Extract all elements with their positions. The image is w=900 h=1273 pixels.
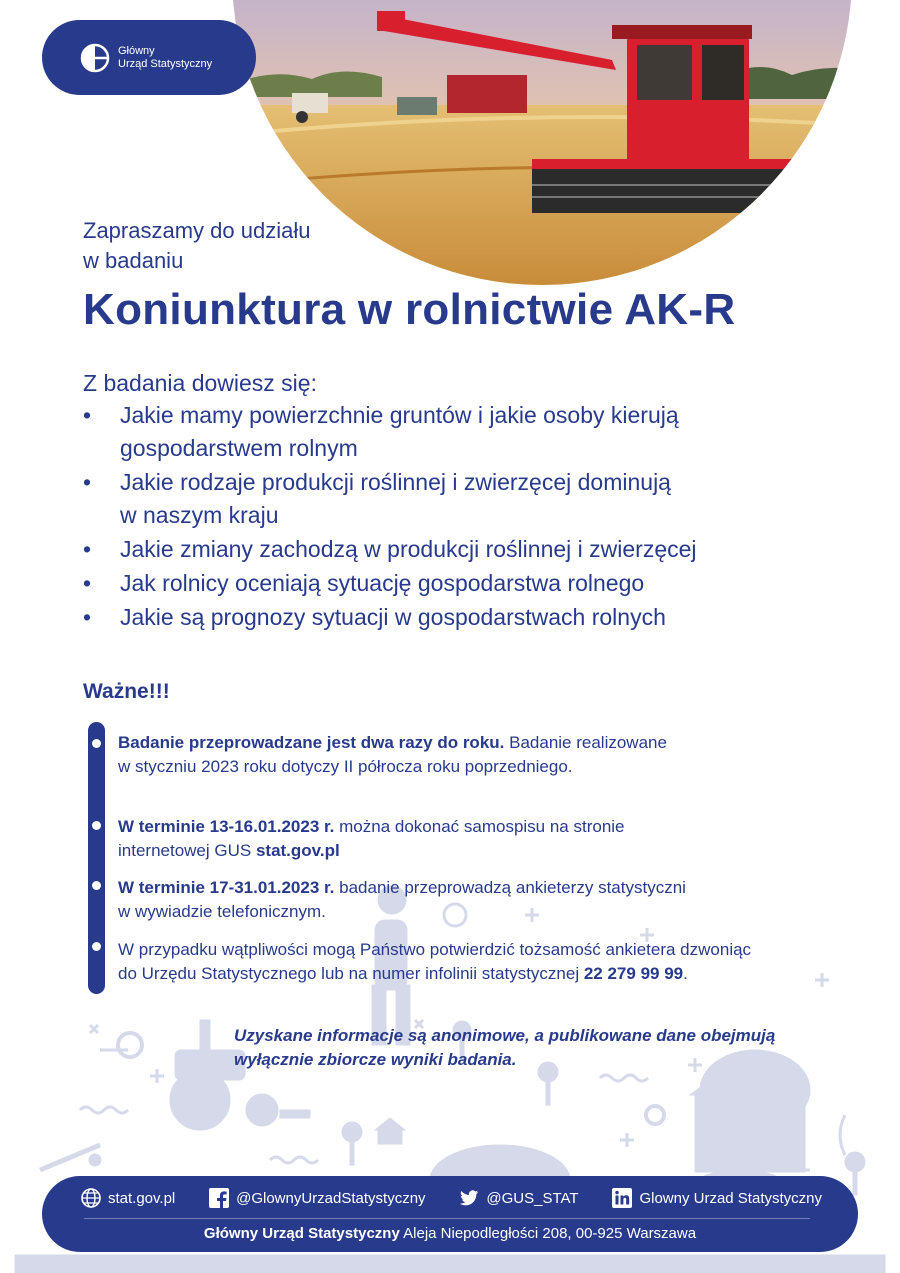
bullet: • <box>83 604 92 630</box>
hero-harvest-image <box>232 0 852 285</box>
footer-facebook[interactable] <box>208 1187 425 1209</box>
note-text: do Urzędu Statystycznego lub na numer infolinii statystycznej <box>118 964 584 983</box>
important-heading: Ważne!!! <box>83 680 170 703</box>
learn-item-text: Jakie są prognozy sytuacji w gospodarstwach rolnych <box>120 604 666 630</box>
bullet: • <box>83 536 92 562</box>
learn-item-2 <box>83 466 803 532</box>
learn-item-text: Jak rolnicy oceniają sytuację gospodarstwa rolnego <box>120 570 645 596</box>
note-self-enumeration <box>118 815 858 863</box>
facebook-label: @GlownyUrzadStatystyczny <box>236 1189 426 1207</box>
linkedin-label: Glowny Urzad Statystyczny <box>639 1189 822 1207</box>
learn-item-1 <box>83 399 803 465</box>
logo-line2: Urząd Statystyczny <box>118 57 213 70</box>
note-frequency <box>118 731 858 779</box>
note-bold: W terminie 17-31.01.2023 r. <box>118 878 335 897</box>
important-timeline-bar <box>88 722 105 994</box>
timeline-dot <box>92 942 101 951</box>
learn-heading: Z badania dowiesz się: <box>83 370 317 396</box>
note-text: w styczniu 2023 roku dotyczy II półrocza roku poprzedniego. <box>118 757 573 776</box>
note-text: internetowej GUS <box>118 841 256 860</box>
timeline-dot <box>92 739 101 748</box>
org-name: Główny Urząd Statystyczny <box>203 1225 400 1242</box>
learn-item-text: gospodarstwem rolnym <box>120 435 358 461</box>
gus-logo <box>42 20 256 95</box>
footer-linkedin[interactable] <box>611 1187 822 1209</box>
hotline-number[interactable]: 22 279 99 99 <box>583 964 684 983</box>
footer-website[interactable] <box>80 1187 175 1209</box>
invitation-line2: w badaniu <box>83 248 184 273</box>
learn-item-text: w naszym kraju <box>120 502 279 528</box>
learn-item-text: Jakie zmiany zachodzą w produkcji roślinnej i zwierzęcej <box>120 536 697 562</box>
linkedin-icon <box>611 1187 633 1209</box>
survey-title: Koniunktura w rolnictwie AK-R <box>83 285 736 334</box>
learn-item-4 <box>83 567 803 600</box>
note-text: można dokonać samospisu na stronie <box>334 817 625 836</box>
footer-address <box>42 1222 858 1246</box>
note-bold: W terminie 13-16.01.2023 r. <box>118 817 335 836</box>
note-phone-interview <box>118 876 858 924</box>
timeline-dot <box>92 881 101 890</box>
bullet: • <box>83 469 92 495</box>
twitter-icon <box>458 1187 480 1209</box>
learn-item-text: Jakie mamy powierzchnie gruntów i jakie osoby kierują <box>120 402 679 428</box>
note-verification <box>118 938 858 986</box>
learn-item-3 <box>83 533 803 566</box>
twitter-label: @GUS_STAT <box>486 1189 579 1207</box>
invitation-text <box>83 216 310 276</box>
anonymity-line1: Uzyskane informacje są anonimowe, a publikowane dane obejmują <box>234 1026 776 1045</box>
address-text: Aleja Niepodległości 208, 00-925 Warszawa <box>399 1225 697 1242</box>
note-bold: Badanie przeprowadzane jest dwa razy do roku. <box>118 733 505 752</box>
note-text: badanie przeprowadzą ankieterzy statystyczni <box>334 878 686 897</box>
bullet: • <box>83 402 92 428</box>
anonymity-statement <box>234 1024 834 1072</box>
learn-item-5 <box>83 601 803 634</box>
gus-logo-icon <box>80 43 110 73</box>
footer-divider <box>84 1218 810 1219</box>
note-text: Badanie realizowane <box>504 733 667 752</box>
footer-twitter[interactable] <box>458 1187 578 1209</box>
footer-contact-bar <box>42 1176 858 1252</box>
website-label: stat.gov.pl <box>108 1189 176 1207</box>
invitation-line1: Zapraszamy do udziału <box>83 218 311 243</box>
note-text: w wywiadzie telefonicznym. <box>118 902 326 921</box>
note-text: W przypadku wątpliwości mogą Państwo potwierdzić tożsamość ankietera dzwoniąc <box>118 940 752 959</box>
timeline-dot <box>92 821 101 830</box>
logo-line1: Główny <box>118 44 155 57</box>
note-text: . <box>683 964 688 983</box>
learn-list <box>83 399 803 635</box>
stat-gov-link[interactable]: stat.gov.pl <box>255 841 340 860</box>
globe-icon <box>80 1187 102 1209</box>
learn-item-text: Jakie rodzaje produkcji roślinnej i zwierzęcej dominują <box>120 469 671 495</box>
facebook-icon <box>208 1187 230 1209</box>
anonymity-line2: wyłącznie zbiorcze wyniki badania. <box>234 1050 517 1069</box>
bullet: • <box>83 570 92 596</box>
